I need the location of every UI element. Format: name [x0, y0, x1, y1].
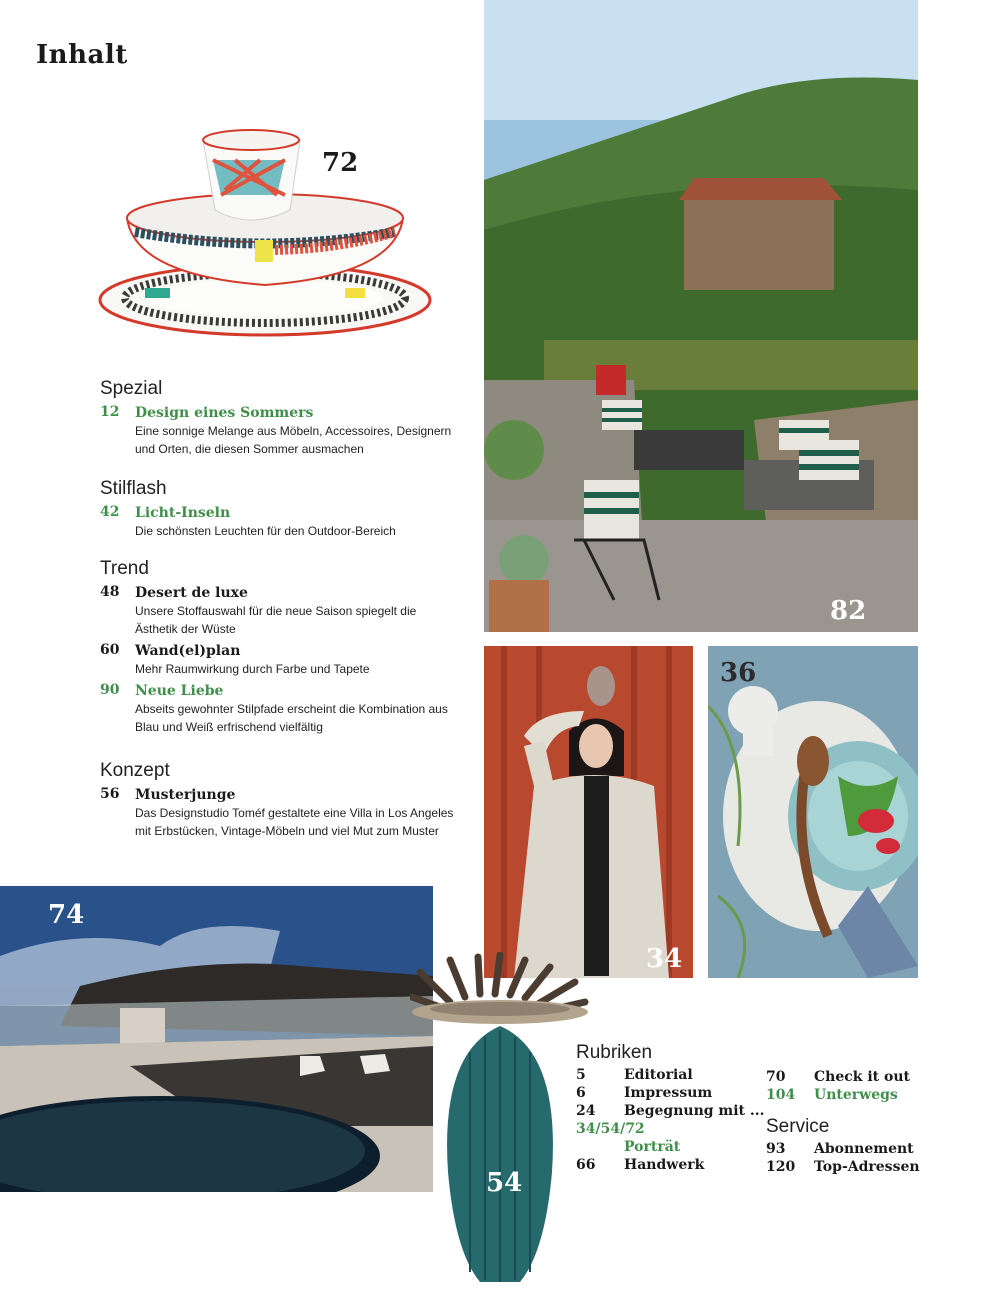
section-spezial	[100, 378, 460, 462]
rubrik-item[interactable]	[766, 1086, 966, 1104]
entry-description: Mehr Raumwirkung durch Farbe und Tapete	[135, 662, 370, 676]
toc-entry[interactable]	[100, 786, 460, 840]
vase-image	[410, 952, 590, 1292]
item-title[interactable]: Unterwegs	[814, 1087, 898, 1103]
item-page-number: 6	[576, 1085, 586, 1101]
rubrik-item[interactable]	[576, 1102, 766, 1120]
section-heading: Spezial	[100, 378, 163, 399]
item-page-number: 5	[576, 1067, 586, 1083]
item-title[interactable]: Porträt	[624, 1139, 681, 1155]
rubrik-item[interactable]	[576, 1066, 766, 1084]
garden-page-number: 82	[830, 596, 867, 626]
item-page-number: 120	[766, 1159, 796, 1175]
pool-image	[0, 886, 433, 1192]
rubriken-list-right	[766, 1068, 966, 1104]
item-page-number: 66	[576, 1157, 596, 1173]
rubrik-item[interactable]	[576, 1120, 766, 1138]
tableware-image	[95, 100, 435, 340]
item-page-number: 70	[766, 1069, 786, 1085]
section-trend	[100, 558, 460, 740]
toc-entry[interactable]	[100, 504, 460, 540]
entry-page-number: 90	[100, 682, 120, 698]
entry-page-number: 56	[100, 786, 120, 802]
item-title[interactable]: Top-Adressen	[814, 1159, 920, 1175]
item-title[interactable]: Begegnung mit ...	[624, 1103, 765, 1119]
section-konzept	[100, 760, 460, 844]
service-item[interactable]	[766, 1158, 966, 1176]
item-title[interactable]: Handwerk	[624, 1157, 705, 1173]
entry-title[interactable]: Musterjunge	[135, 787, 236, 803]
section-stilflash	[100, 478, 460, 544]
section-heading: Stilflash	[100, 478, 167, 499]
entry-title[interactable]: Licht-Inseln	[135, 505, 231, 521]
food-page-number: 36	[720, 658, 757, 688]
rubrik-item[interactable]	[576, 1138, 766, 1156]
tableware-page-number: 72	[322, 148, 359, 178]
section-heading: Trend	[100, 558, 149, 579]
entry-title[interactable]: Design eines Sommers	[135, 405, 314, 421]
rubrik-item[interactable]	[576, 1084, 766, 1102]
entry-page-number: 48	[100, 584, 120, 600]
rubriken-list	[576, 1042, 766, 1174]
service-item[interactable]	[766, 1140, 966, 1158]
rubrik-item[interactable]	[766, 1068, 966, 1086]
entry-description: Die schönsten Leuchten für den Outdoor-Bereich	[135, 524, 396, 538]
item-title[interactable]: Abonnement	[814, 1141, 914, 1157]
toc-entry[interactable]	[100, 682, 460, 736]
item-title[interactable]: Editorial	[624, 1067, 693, 1083]
service-list	[766, 1116, 966, 1176]
item-page-number: 24	[576, 1103, 596, 1119]
page-title: Inhalt	[36, 40, 128, 70]
section-heading: Konzept	[100, 760, 170, 781]
service-heading: Service	[766, 1116, 830, 1137]
rubrik-item[interactable]	[576, 1156, 766, 1174]
entry-page-number: 60	[100, 642, 120, 658]
pool-page-number: 74	[48, 900, 85, 930]
portrait-image	[484, 646, 693, 978]
entry-description: Abseits gewohnter Stilpfade erscheint die Kombination aus Blau und Weiß erfrischend vielfältig	[135, 702, 448, 734]
food-image	[708, 646, 918, 978]
entry-description: Das Designstudio Toméf gestaltete eine Villa in Los Angeles mit Erbstücken, Vintage-Möbeln und viel Mut zum Muster	[135, 806, 454, 838]
entry-page-number: 42	[100, 504, 120, 520]
item-title[interactable]: Impressum	[624, 1085, 713, 1101]
entry-title[interactable]: Neue Liebe	[135, 683, 224, 699]
item-page-number: 104	[766, 1087, 796, 1103]
garden-image	[484, 0, 918, 632]
entry-title[interactable]: Wand(el)plan	[135, 643, 241, 659]
entry-description: Eine sonnige Melange aus Möbeln, Accessoires, Designern und Orten, die diesen Sommer ausmachen	[135, 424, 452, 456]
portrait-page-number: 34	[646, 944, 683, 974]
entry-title[interactable]: Desert de luxe	[135, 585, 248, 601]
toc-entry[interactable]	[100, 404, 460, 458]
item-page-number: 34/54/72	[576, 1121, 645, 1137]
toc-entry[interactable]	[100, 584, 460, 638]
item-title[interactable]: Check it out	[814, 1069, 910, 1085]
entry-page-number: 12	[100, 404, 120, 420]
vase-page-number: 54	[486, 1168, 523, 1198]
rubriken-heading: Rubriken	[576, 1042, 653, 1063]
item-page-number: 93	[766, 1141, 786, 1157]
entry-description: Unsere Stoffauswahl für die neue Saison spiegelt die Ästhetik der Wüste	[135, 604, 417, 636]
toc-entry[interactable]	[100, 642, 460, 678]
